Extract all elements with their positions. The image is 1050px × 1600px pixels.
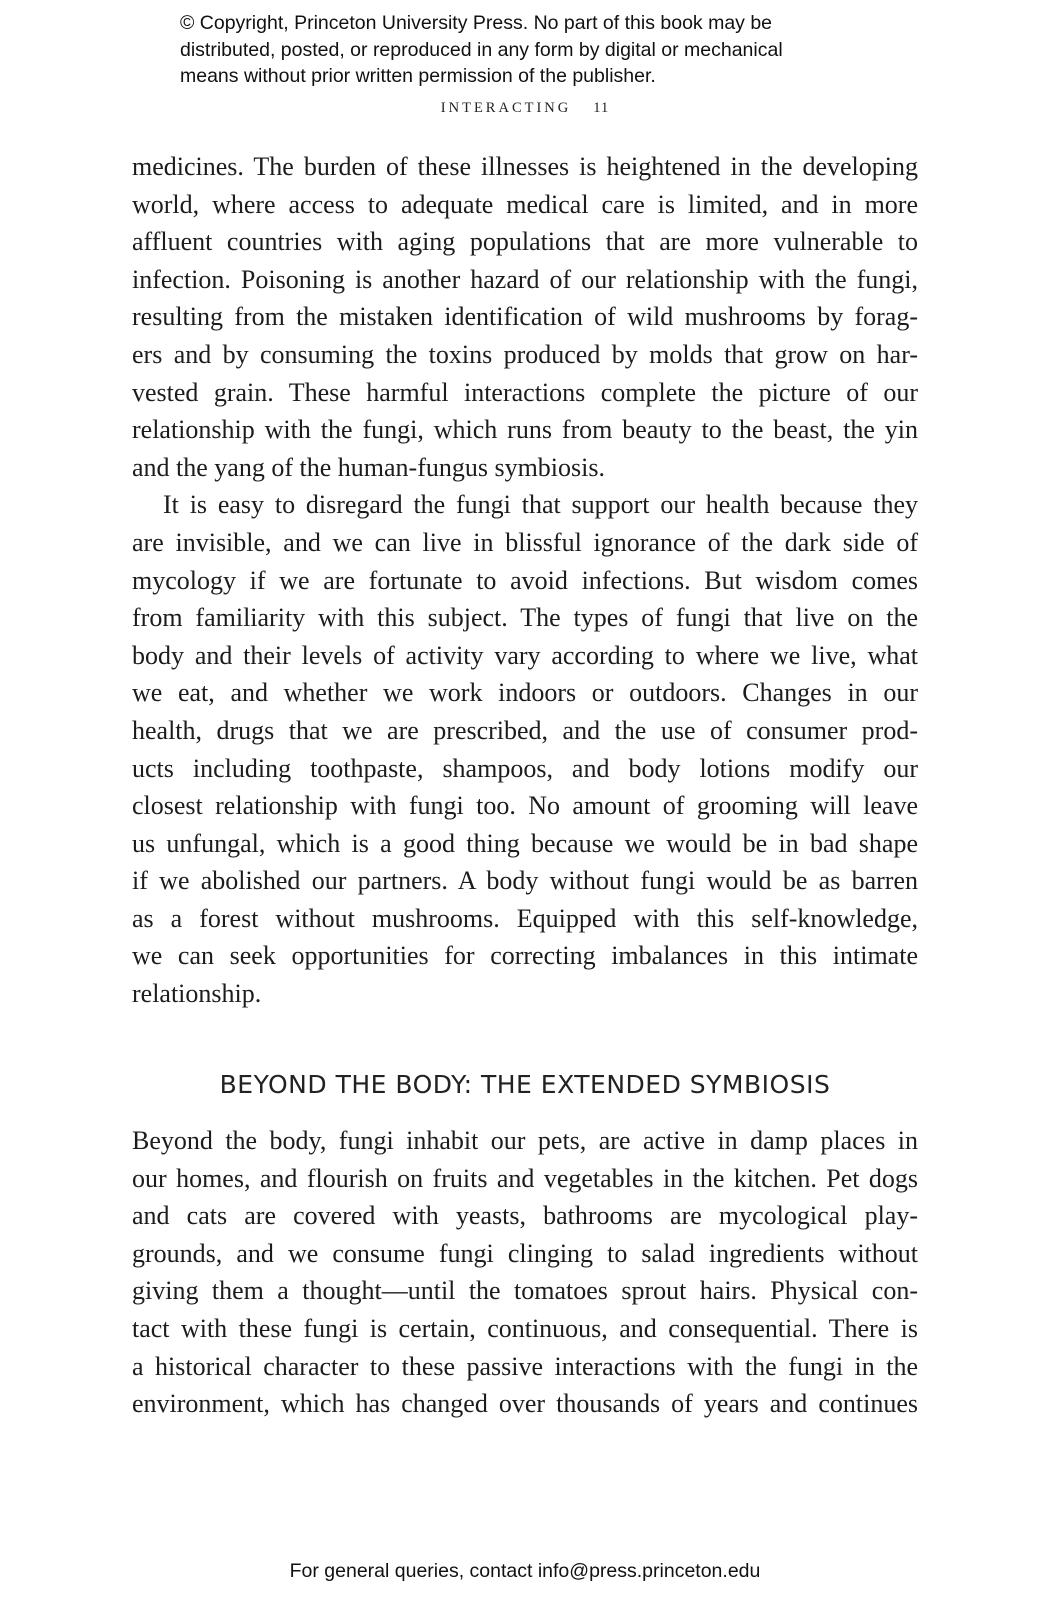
text-line: us unfungal, which is a good thing because we would be in bad shape (132, 828, 918, 858)
text-line: vested grain. These harmful interactions complete the picture of our (132, 377, 918, 407)
text-line: giving them a thought—until the tomatoes sprout hairs. Physical con- (132, 1276, 918, 1306)
text-line: affluent countries with aging populations that are more vulnerable to (132, 227, 918, 257)
text-line: closest relationship with fungi too. No amount of grooming will leave (132, 791, 918, 821)
text-line: grounds, and we consume fungi clinging to salad ingredients without (132, 1238, 918, 1268)
copyright-line: means without prior written permission of the publisher. (180, 65, 656, 87)
section-heading: BEYOND THE BODY: THE EXTENDED SYMBIOSIS (219, 1070, 831, 1099)
body-text (132, 148, 918, 1013)
text-line: Beyond the body, fungi inhabit our pets, are active in damp places in (132, 1126, 918, 1155)
text-line: from familiarity with this subject. The types of fungi that live on the (132, 603, 918, 633)
footer-contact: For general queries, contact info@press.princeton.edu (289, 1560, 761, 1582)
text-line: as a forest without mushrooms. Equipped with this self-knowledge, (132, 903, 918, 933)
text-line: our homes, and flourish on fruits and vegetables in the kitchen. Pet dogs (132, 1163, 918, 1193)
text-line: relationship. (132, 979, 262, 1009)
text-line: if we abolished our partners. A body without fungi would be as barren (132, 866, 918, 896)
paragraph (132, 1122, 918, 1423)
text-line: world, where access to adequate medical care is limited, and in more (132, 189, 918, 219)
text-line: ers and by consuming the toxins produced by molds that grow on har- (132, 339, 918, 369)
text-line: a historical character to these passive interactions with the fungi in the (132, 1351, 918, 1381)
text-line: we eat, and whether we work indoors or outdoors. Changes in our (132, 678, 918, 708)
paragraph (132, 148, 918, 486)
text-line: we can seek opportunities for correcting imbalances in this intimate (132, 941, 918, 971)
text-line: are invisible, and we can live in blissful ignorance of the dark side of (132, 527, 918, 557)
text-line: and cats are covered with yeasts, bathrooms are mycological play- (132, 1201, 918, 1231)
text-line: relationship with the fungi, which runs from beauty to the beast, the yin (132, 415, 918, 445)
paragraph (132, 486, 918, 1012)
text-line: It is easy to disregard the fungi that support our health because they (163, 490, 918, 520)
text-line: environment, which has changed over thousands of years and continues (132, 1389, 918, 1419)
running-head-title: INTERACTING (440, 100, 572, 116)
section-body-text (132, 1122, 918, 1423)
text-line: infection. Poisoning is another hazard of our relationship with the fungi, (132, 264, 918, 294)
copyright-notice (180, 10, 940, 90)
text-line: body and their levels of activity vary according to where we live, what (132, 640, 918, 670)
copyright-line: © Copyright, Princeton University Press. No part of this book may be (180, 12, 773, 34)
text-line: tact with these fungi is certain, continuous, and consequential. There is (132, 1313, 918, 1343)
text-line: and the yang of the human-fungus symbiosis. (132, 452, 605, 482)
page-number: 11 (593, 100, 610, 116)
text-line: mycology if we are fortunate to avoid infections. But wisdom comes (132, 565, 918, 595)
copyright-line: distributed, posted, or reproduced in any form by digital or mechanical (180, 38, 783, 61)
text-line: resulting from the mistaken identification of wild mushrooms by forag- (132, 302, 918, 332)
text-line: health, drugs that we are prescribed, and the use of consumer prod- (132, 715, 918, 745)
text-line: ucts including toothpaste, shampoos, and body lotions modify our (132, 753, 918, 783)
text-line: medicines. The burden of these illnesses is heightened in the developing (132, 152, 918, 181)
running-head (0, 100, 1050, 117)
